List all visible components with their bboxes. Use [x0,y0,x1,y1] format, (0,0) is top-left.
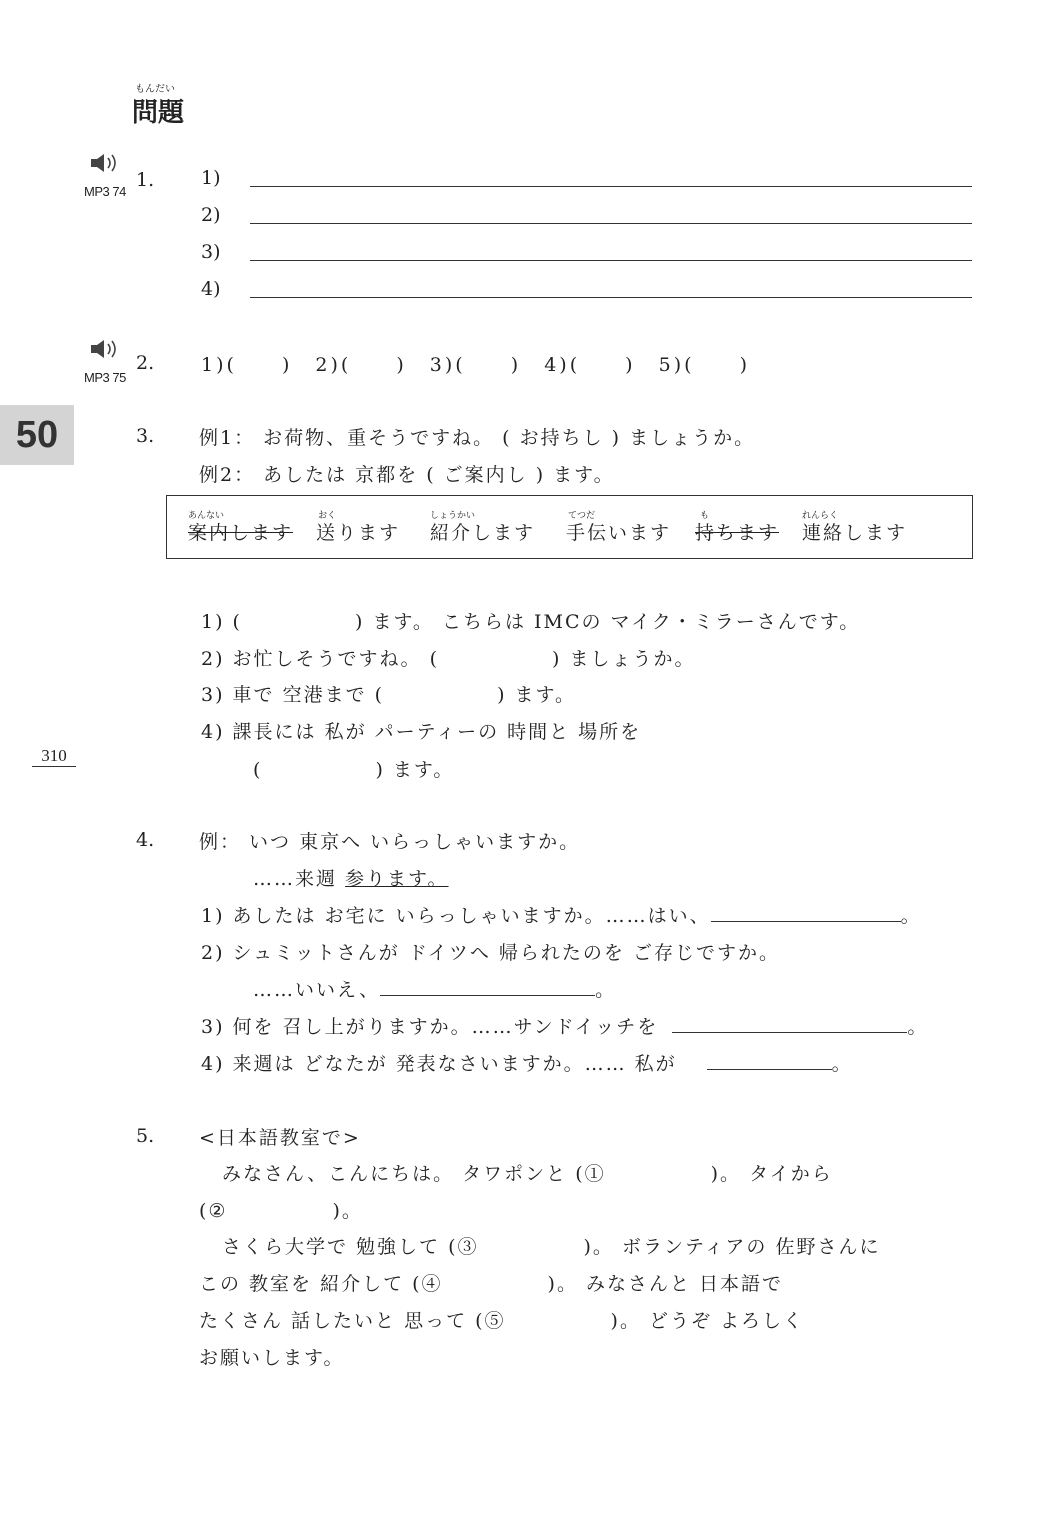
answer-line[interactable] [250,186,972,187]
item-text: 3) 何を 召し上がりますか。……サンドイッチを [201,1016,659,1038]
example-answer [253,864,449,891]
passage-line: この 教室を 紹介して (④ )。 みなさんと 日本語で [199,1273,784,1295]
speaker-icon[interactable] [88,338,128,364]
question-number: 5. [136,1125,155,1147]
answer-line[interactable] [250,223,972,224]
item-text: 1) あしたは お宅に いらっしゃいますか。……はい、 [201,905,711,927]
passage-line: (② )。 [199,1200,363,1222]
word-choice: 持ちます [695,522,780,544]
exercise-item: 1) ( ) ます。 こちらは IMCの マイク・ミラーさんです。 [201,611,861,633]
example-answer-underlined: 参ります。 [345,868,449,890]
answer-blank[interactable] [711,921,901,922]
title-furigana: もんだい [135,84,175,95]
choice-row: 1)( ) 2)( ) 3)( ) 4)( ) 5)( ) [201,354,750,376]
furigana: も [700,511,710,521]
word-choice: 案内します [188,522,294,544]
passage-line: お願いします。 [199,1347,345,1369]
example-1: 例1： お荷物、重そうですね。 ( お持ちし ) ましょうか。 [199,427,756,449]
item-end: 。 [900,905,922,927]
mp3-label: MP3 74 [84,184,126,199]
furigana: あんない [188,511,225,521]
answer-line[interactable] [250,297,972,298]
speaker-icon[interactable] [88,152,128,178]
chapter-tab: 50 [0,405,74,465]
example-answer-prefix: ……来週 [253,868,346,890]
answer-blank[interactable] [380,995,595,996]
answer-blank[interactable] [707,1069,832,1070]
item-end: 。 [595,979,617,1001]
question-number: 2. [136,352,155,374]
exercise-item: 4) 課長には 私が パーティーの 時間と 場所を [201,721,642,743]
furigana: れんらく [802,511,839,521]
passage-line: みなさん、こんにちは。 タワポンと (① )。 タイから [222,1163,833,1185]
item-text: 4) 来週は どなたが 発表なさいますか。…… 私が [201,1053,677,1075]
furigana: てつだ [568,511,596,521]
word-choice: 送ります [316,522,401,544]
item-end: 。 [831,1053,853,1075]
exercise-item: ( ) ます。 [253,759,455,781]
answer-label: 3) [201,241,221,263]
page-number: 310 [32,746,76,767]
furigana: おく [318,511,337,521]
answer-line[interactable] [250,260,972,261]
section-heading: <日本語教室で> [199,1127,361,1149]
example: 例： いつ 東京へ いらっしゃいますか。 [199,831,581,853]
exercise-item [201,1012,928,1039]
exercise-item [201,901,922,928]
answer-label: 2) [201,204,221,226]
passage-line: さくら大学で 勉強して (③ )。 ボランティアの 佐野さんに [222,1236,881,1258]
word-choice: 紹介します [430,522,536,544]
question-number: 3. [136,425,155,447]
exercise-item [253,975,616,1002]
word-choice: 連絡します [802,522,908,544]
question-number: 1. [136,169,155,191]
item-text: ……いいえ、 [253,979,381,1001]
exercise-item: 2) シュミットさんが ドイツへ 帰られたのを ご存じですか。 [201,942,780,964]
furigana: しょうかい [430,511,476,521]
page-title: 問題 [132,98,185,128]
item-end: 。 [907,1016,929,1038]
mp3-label: MP3 75 [84,370,126,385]
exercise-item: 2) お忙しそうですね。 ( ) ましょうか。 [201,648,696,670]
word-choice: 手伝います [566,522,672,544]
passage-line: たくさん 話したいと 思って (⑤ )。 どうぞ よろしく [199,1310,805,1332]
exercise-item [201,1049,853,1076]
answer-label: 4) [201,278,221,300]
exercise-item: 3) 車で 空港まで ( ) ます。 [201,684,577,706]
answer-label: 1) [201,167,221,189]
example-2: 例2： あしたは 京都を ( ご案内し ) ます。 [199,464,615,486]
answer-blank[interactable] [672,1032,907,1033]
question-number: 4. [136,829,155,851]
